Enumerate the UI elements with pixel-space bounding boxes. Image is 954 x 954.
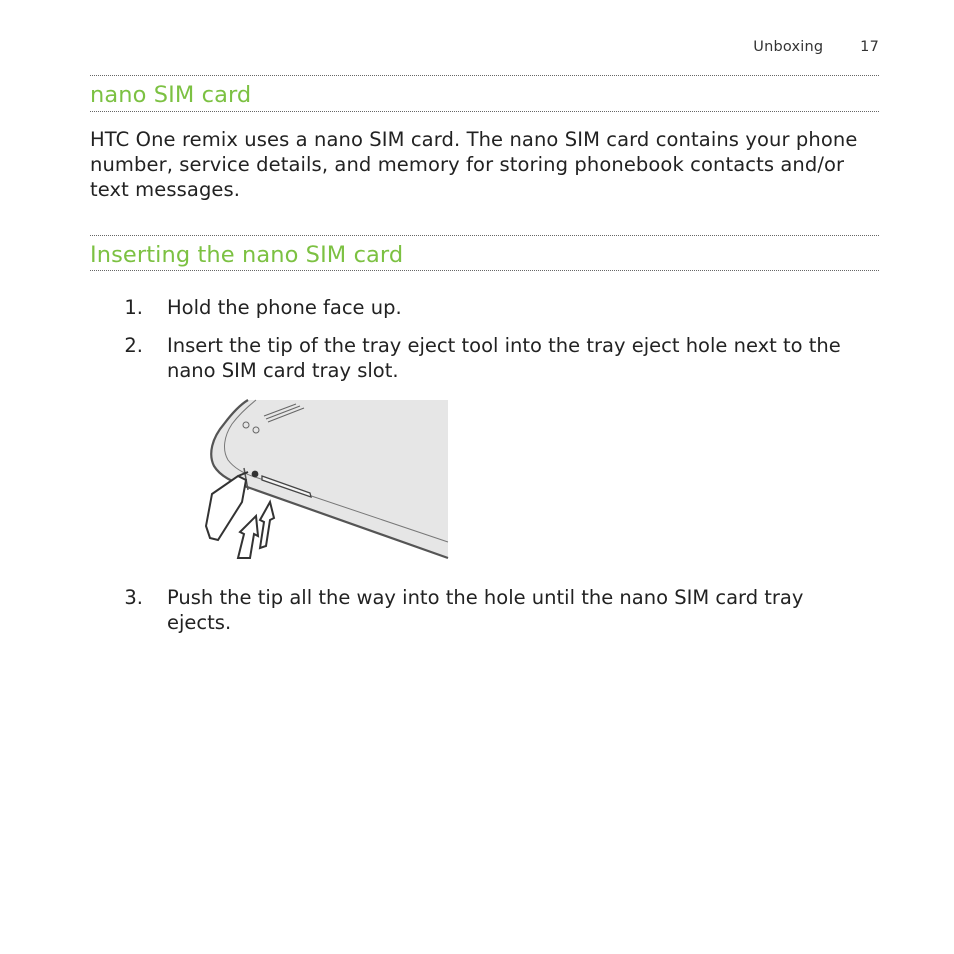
step-number: 3. (124, 586, 143, 609)
section-rule-bottom (90, 270, 879, 271)
step-number: 1. (124, 296, 143, 319)
running-header (753, 39, 879, 55)
section-rule-top (90, 235, 879, 236)
step-text: Push the tip all the way into the hole until the nano SIM card tray ejects. (167, 586, 804, 634)
eject-tool-illustration (200, 398, 450, 562)
step-number: 2. (124, 334, 143, 357)
section-heading-nano-sim-card: nano SIM card (90, 82, 252, 108)
section-paragraph: HTC One remix uses a nano SIM card. The nano SIM card contains your phone number, service details, and memory for storing phonebook contacts and/or text messages. (90, 128, 858, 201)
step-text: Insert the tip of the tray eject tool into the tray eject hole next to the nano SIM card tray slot. (167, 334, 841, 382)
section-rule-top (90, 75, 879, 76)
page-number: 17 (860, 39, 879, 55)
header-section-title: Unboxing (753, 39, 824, 55)
section-rule-bottom (90, 111, 879, 112)
step-text: Hold the phone face up. (167, 296, 402, 319)
section-heading-inserting-nano-sim: Inserting the nano SIM card (90, 242, 404, 268)
